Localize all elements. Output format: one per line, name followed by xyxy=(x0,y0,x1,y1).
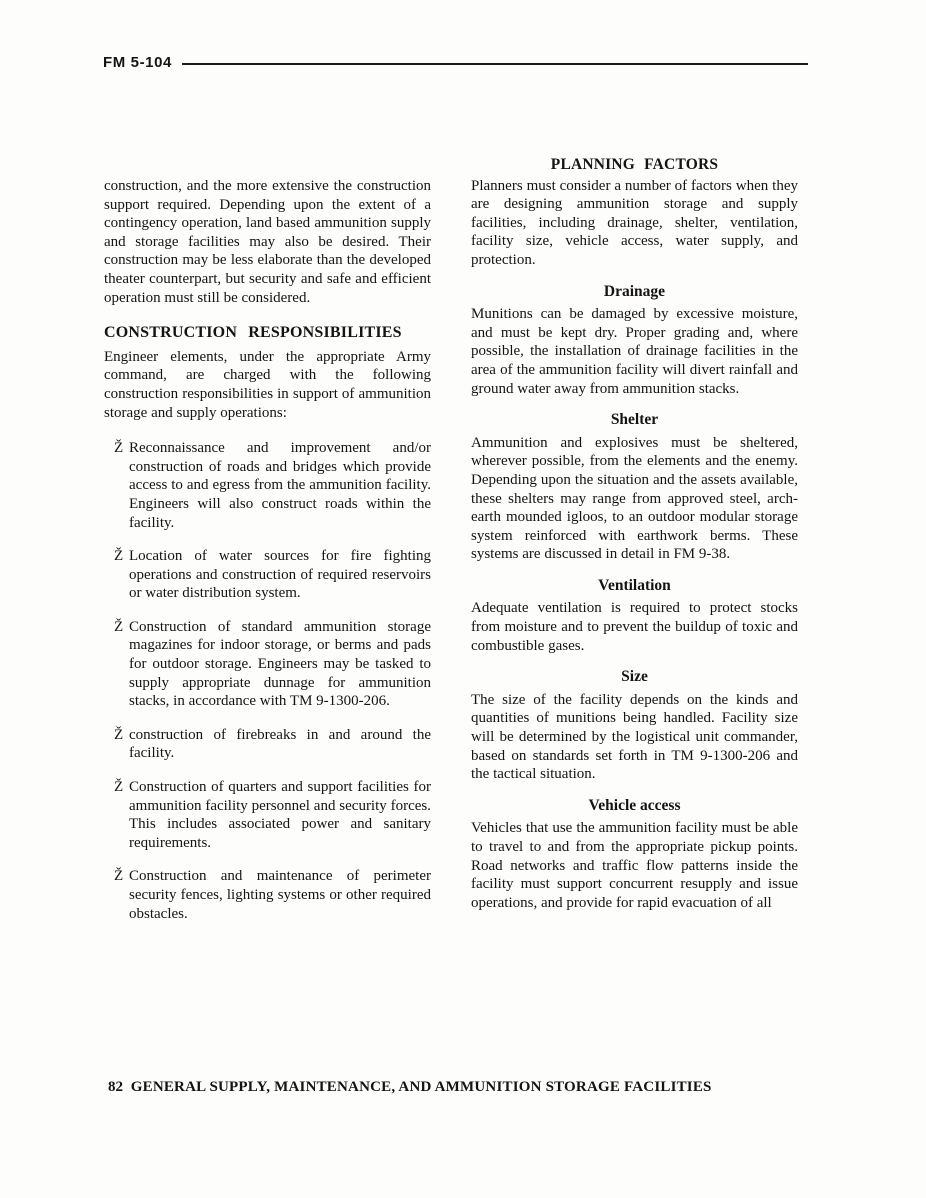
paragraph-shelter: Ammunition and explosives must be sheltered, wherever possible, from the elements and the enemy. Depending upon the situation and the assets available, these shelters may range from approved steel, arch-earth mounded igloos, to an outdoor modular storage system reinforced with earthwork berms. These systems are discussed in detail in FM 9-38. xyxy=(471,434,798,563)
list-item-text: construction of firebreaks in and around the facility. xyxy=(129,726,431,762)
list-item xyxy=(114,867,431,923)
page-body xyxy=(104,156,798,923)
responsibilities-list xyxy=(104,439,431,923)
list-item-text: Construction of standard ammunition storage magazines for indoor storage, or berms and pads for outdoor storage. Engineers may be tasked to supply appropriate dunnage for ammunition stacks, in accordance with TM 9-1300-206. xyxy=(129,618,431,710)
list-item-text: Reconnaissance and improvement and/or construction of roads and bridges which provide access to and egress from the ammunition facility. Engineers will also construct roads within the facility. xyxy=(129,440,431,531)
bullet-glyph: Ž xyxy=(114,440,124,457)
page-number: 82 xyxy=(108,1079,123,1095)
paragraph-vehicle-access: Vehicles that use the ammunition facility must be able to travel to and from the appropriate pickup points. Road networks and traffic flow patterns inside the facility must support concurrent resupply and issue operations, and provide for rapid evacuation of all xyxy=(471,820,798,911)
heading-shelter: Shelter xyxy=(610,411,659,429)
list-item xyxy=(114,618,431,711)
paragraph-construction-continuation: construction, and the more extensive the construction support required. Depending upon the extent of a contingency operation, land based ammunition supply and storage facilities may also be desired. Their construction may be less elaborate than the developed theater counterpart, but security and safe and efficient operation must still be considered. xyxy=(104,178,431,306)
bullet-glyph: Ž xyxy=(114,548,124,565)
list-item xyxy=(114,726,431,763)
heading-ventilation: Ventilation xyxy=(598,576,671,594)
page-header xyxy=(103,54,808,71)
list-item-text: Location of water sources for fire fighting operations and construction of required reservoirs or water distribution system. xyxy=(129,548,431,602)
heading-size: Size xyxy=(621,668,648,686)
list-item xyxy=(114,439,431,532)
list-item-text: Construction of quarters and support facilities for ammunition facility personnel and security forces. This includes associated power and sanitary requirements. xyxy=(129,779,431,851)
heading-drainage: Drainage xyxy=(603,282,666,300)
bullet-glyph: Ž xyxy=(114,618,124,635)
paragraph-drainage: Munitions can be damaged by excessive moisture, and must be kept dry. Proper grading and, where possible, the installation of drainage facilities in the area of the ammunition facility will divert rainfall and ground water away from ammunition stacks. xyxy=(471,306,798,397)
heading-planning-factors: PLANNING FACTORS xyxy=(550,156,719,173)
right-column xyxy=(471,156,798,923)
bullet-glyph: Ž xyxy=(114,868,124,885)
header-rule xyxy=(182,63,808,65)
doc-id: FM 5-104 xyxy=(103,54,172,71)
paragraph-size: The size of the facility depends on the kinds and quantities of munitions being handled. Facility size will be determined by the logistical unit commander, based on standards set forth in TM 9-1300-206 and the tactical situation. xyxy=(471,691,798,783)
bullet-glyph: Ž xyxy=(114,779,124,796)
left-column xyxy=(104,156,431,923)
page-footer xyxy=(108,1079,826,1096)
list-item xyxy=(114,778,431,852)
paragraph-planning-intro: Planners must consider a number of factors when they are designing ammunition storage and supply facilities, including drainage, shelter, ventilation, facility size, vehicle access, water supply, and protection. xyxy=(471,177,798,268)
paragraph-ventilation: Adequate ventilation is required to protect stocks from moisture and to prevent the buildup of toxic and combustible gases. xyxy=(471,600,798,654)
heading-vehicle-access: Vehicle access xyxy=(588,796,681,814)
heading-construction-responsibilities: CONSTRUCTION RESPONSIBILITIES xyxy=(104,324,402,342)
paragraph-responsibilities-intro: Engineer elements, under the appropriate Army command, are charged with the following construction responsibilities in support of ammunition storage and supply operations: xyxy=(104,348,431,421)
list-item xyxy=(114,547,431,603)
bullet-glyph: Ž xyxy=(114,726,124,743)
footer-title: GENERAL SUPPLY, MAINTENANCE, AND AMMUNITION STORAGE FACILITIES xyxy=(130,1079,712,1095)
list-item-text: Construction and maintenance of perimeter security fences, lighting systems or other required obstacles. xyxy=(129,868,431,922)
